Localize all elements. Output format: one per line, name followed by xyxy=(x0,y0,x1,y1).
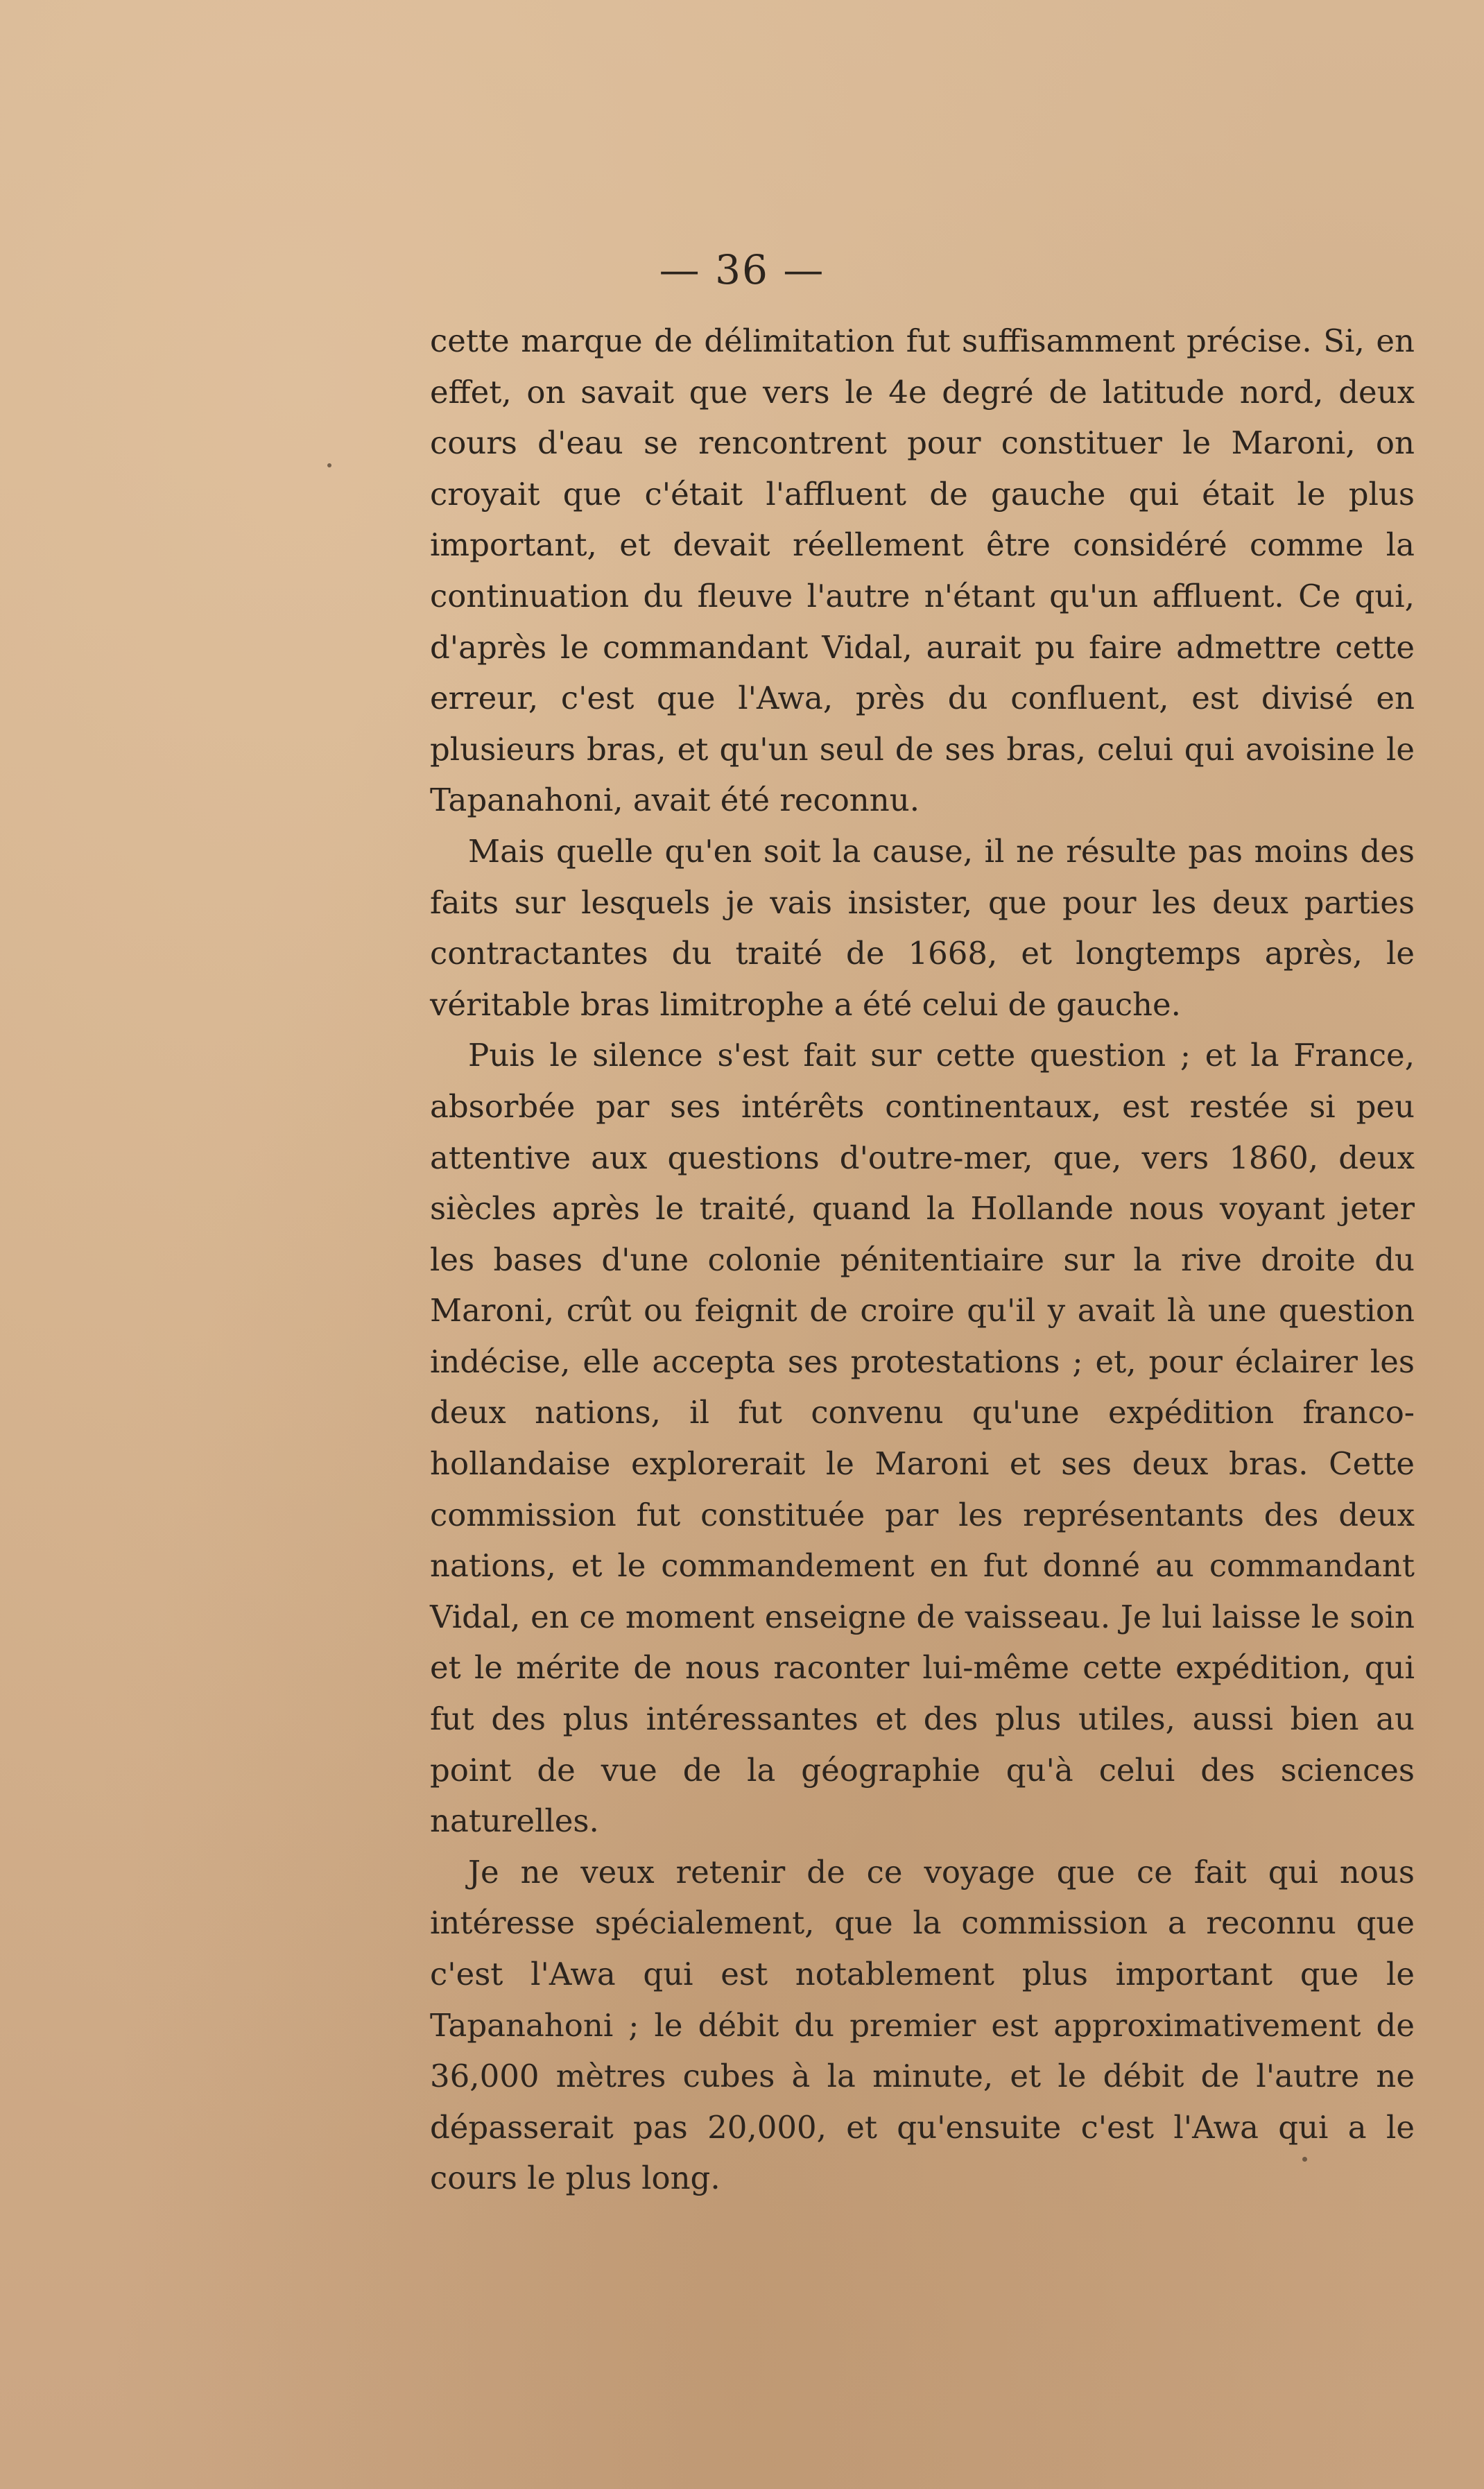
paragraph-4: Je ne veux retenir de ce voyage que ce fait qui nous intéresse spécialement, que la commission a reconnu que c'est l'Awa qui est notablement plus important que le Tapanahoni ; le débit du premier est approximativement de 36,000 mètres cubes à la minute, et le débit de l'autre ne dépasserait pas 20,000, et qu'ensuite c'est l'Awa qui a le cours le plus long. xyxy=(430,1853,1415,2197)
paper-speck xyxy=(327,463,331,467)
body-text xyxy=(430,316,1415,2204)
paper-speck xyxy=(1302,2157,1307,2162)
page-number: — 36 — xyxy=(659,246,825,293)
paragraph-3: Puis le silence s'est fait sur cette question ; et la France, absorbée par ses intérêts continentaux, est restée si peu attentive aux questions d'outre-mer, que, vers 1860, deux siècles après le traité, quand la Hollande nous voyant jeter les bases d'une colonie pénitentiaire sur la rive droite du Maroni, crût ou feignit de croire qu'il y avait là une question indécise, elle accepta ses protestations ; et, pour éclairer les deux nations, il fut convenu qu'une expédition franco-hollandaise explorerait le Maroni et ses deux bras. Cette commission fut constituée par les représentants des deux nations, et le commandement en fut donné au commandant Vidal, en ce moment enseigne de vaisseau. Je lui laisse le soin et le mérite de nous raconter lui-même cette expédition, qui fut des plus intéressantes et des plus utiles, aussi bien au point de vue de la géographie qu'à celui des sciences naturelles. xyxy=(430,1037,1415,1840)
paragraph-1: cette marque de délimitation fut suffisamment précise. Si, en effet, on savait que vers le 4e degré de latitude nord, deux cours d'eau se rencontrent pour constituer le Maroni, on croyait que c'était l'affluent de gauche qui était le plus important, et devait réellement être considéré comme la continuation du fleuve l'autre n'étant qu'un affluent. Ce qui, d'après le commandant Vidal, aurait pu faire admettre cette erreur, c'est que l'Awa, près du confluent, est divisé en plusieurs bras, et qu'un seul de ses bras, celui qui avoisine le Tapanahoni, avait été reconnu. xyxy=(430,322,1415,819)
paragraph-2: Mais quelle qu'en soit la cause, il ne résulte pas moins des faits sur lesquels je vais insister, que pour les deux parties contractantes du traité de 1668, et longtemps après, le véritable bras limitrophe a été celui de gauche. xyxy=(430,832,1415,1023)
